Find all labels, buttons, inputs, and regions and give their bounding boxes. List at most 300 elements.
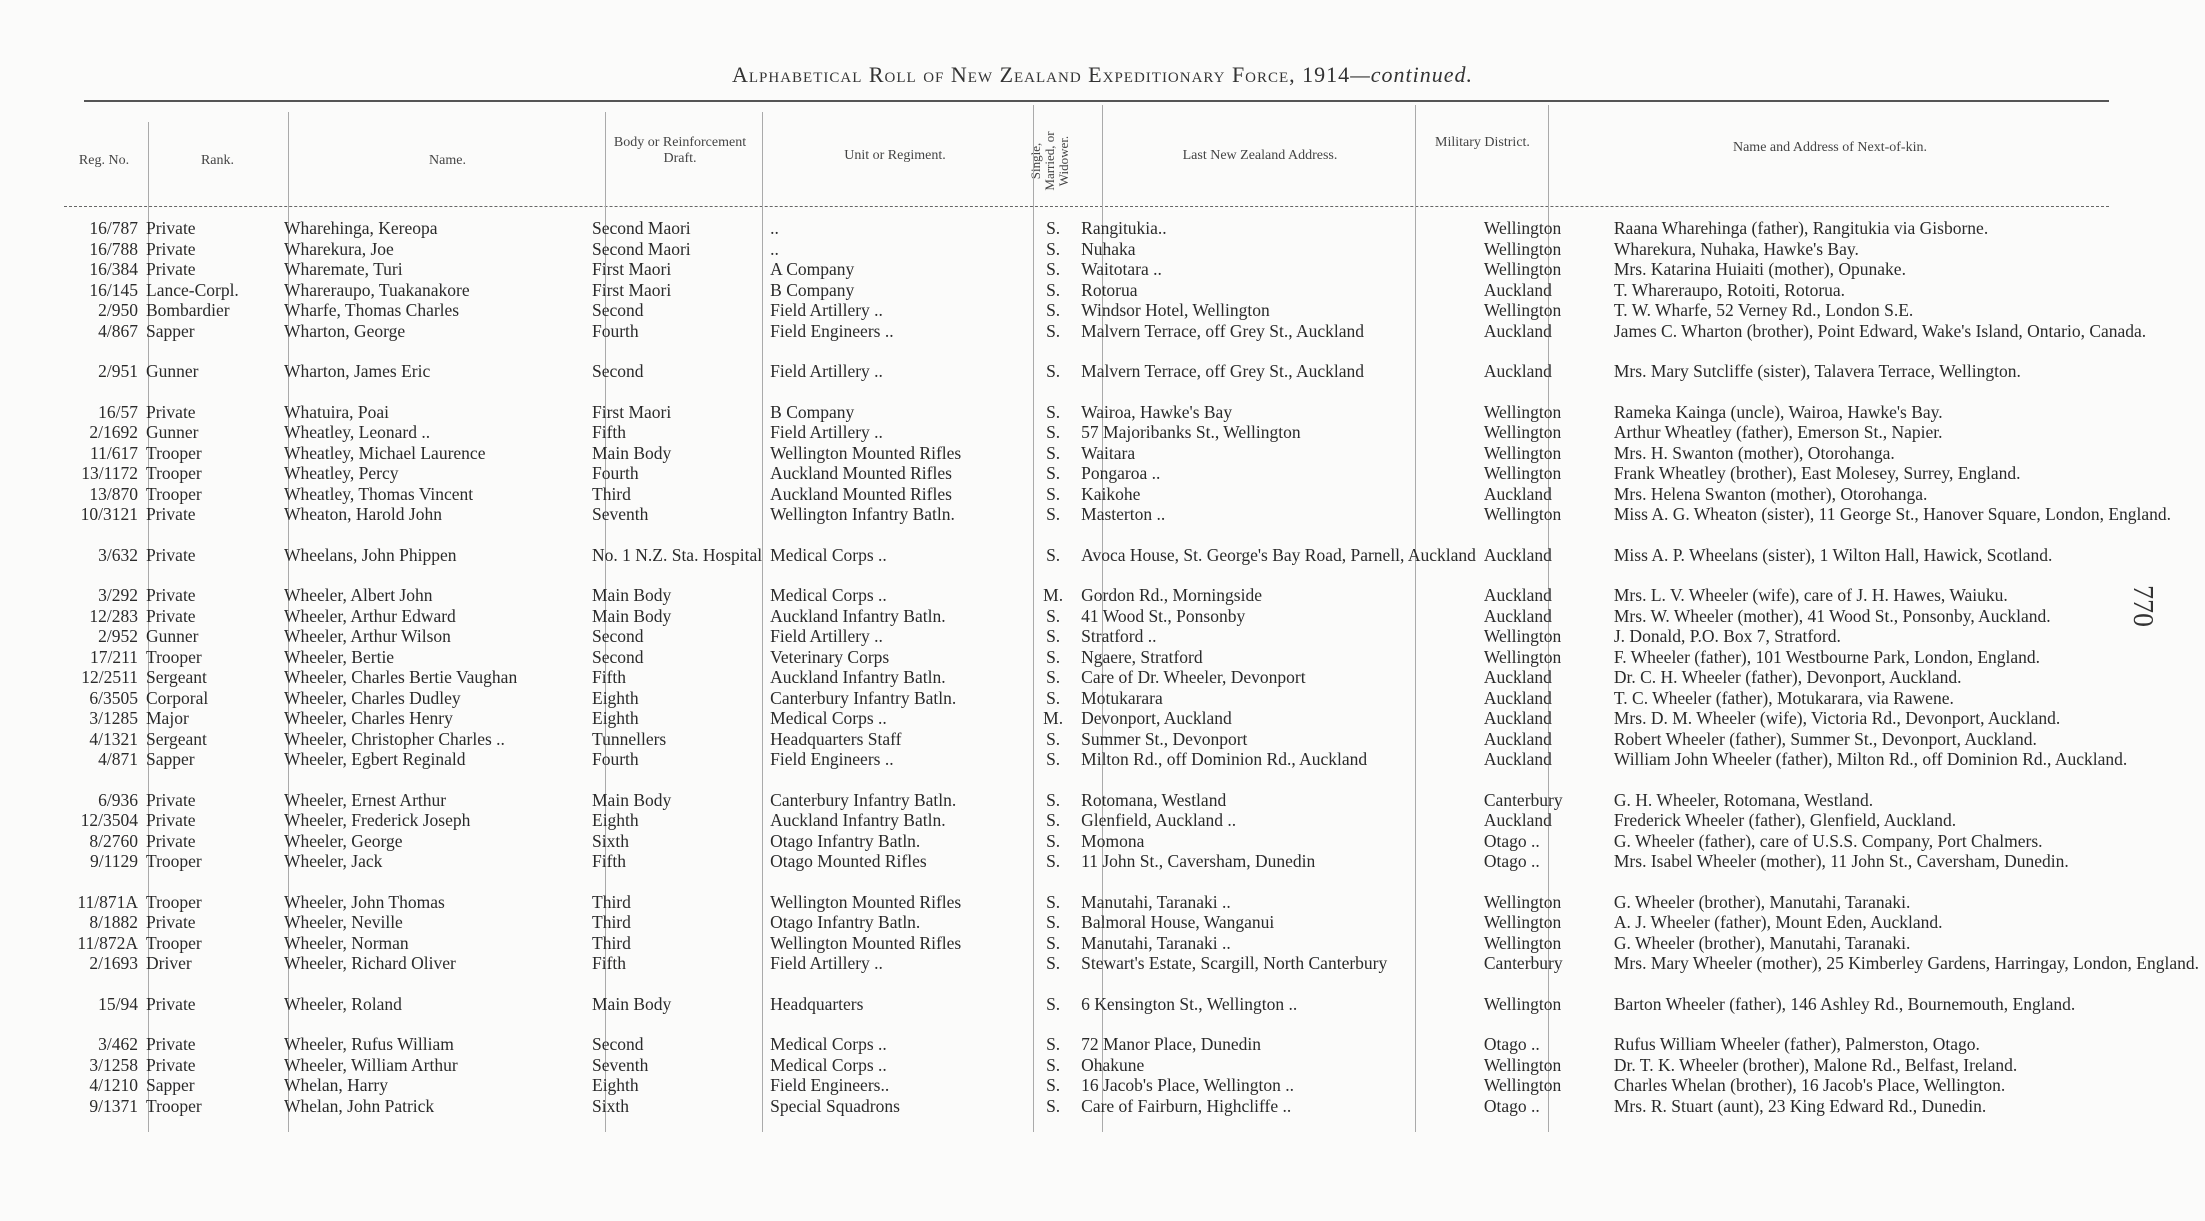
reg-no-cell: 3/1285 [89,708,138,728]
district-cell: Wellington [1483,463,1562,483]
rank-cell: Trooper [146,442,202,463]
district-cell: Auckland [1483,279,1552,300]
header-district: Military District. [1435,135,1530,150]
draft-cell: Eighth [592,708,639,728]
address-cell: Malvern Terrace, off Grey St., Auckland [1081,361,1365,381]
draft-cell: Second Maori [592,238,691,259]
address-cell: Kaikohe [1081,483,1141,504]
rank-cell: Private [146,1054,196,1075]
unit-cell: Medical Corps .. [770,585,887,605]
name-cell: Wheeler, Arthur Edward [284,605,456,626]
name-cell: Wheeler, Roland [284,993,402,1014]
district-cell: Auckland [1483,667,1552,687]
next-of-kin-cell: James C. Wharton (brother), Point Edward, Wake's Island, Ontario, Canada. [1613,320,2147,341]
address-cell: Rotorua [1081,279,1138,300]
rank-cell: Gunner [146,422,199,442]
next-of-kin-cell: A. J. Wheeler (father), Mount Eden, Auckland. [1613,912,1943,932]
table-row [64,300,2203,321]
next-of-kin-cell: Frank Wheatley (brother), East Molesey, Surrey, England. [1613,463,2021,483]
draft-cell: Main Body [592,442,672,463]
draft-cell: Seventh [592,1054,649,1075]
address-cell: Glenfield, Auckland .. [1081,810,1237,830]
rank-cell: Private [146,504,196,524]
rank-cell: Private [146,401,196,422]
draft-cell: Eighth [592,810,639,830]
address-cell: Ngaere, Stratford [1081,646,1203,667]
rank-cell: Private [146,238,196,259]
draft-cell: First Maori [592,279,672,300]
next-of-kin-cell: Rufus William Wheeler (father), Palmerston, Otago. [1613,1034,1980,1054]
header-bottom-rule [64,206,2109,207]
reg-no-cell: 10/3121 [80,504,138,524]
draft-cell: First Maori [592,401,672,422]
status-cell: S. [1046,891,1061,912]
status-cell: S. [1046,544,1061,565]
draft-cell: Second Maori [592,218,691,238]
draft-cell: Second [592,300,644,320]
table-row [64,218,2203,239]
reg-no-cell: 3/1258 [89,1054,138,1075]
status-cell: S. [1046,810,1061,830]
unit-cell: Canterbury Infantry Batln. [770,789,957,810]
draft-cell: Second [592,1034,644,1054]
next-of-kin-cell: Mrs. D. M. Wheeler (wife), Victoria Rd., Devonport, Auckland. [1613,708,2061,728]
rank-cell: Private [146,810,196,830]
rank-cell: Sapper [146,1075,195,1095]
unit-cell: Headquarters Staff [770,728,902,749]
header-top-rule [84,100,2109,102]
name-cell: Wheeler, Christopher Charles .. [284,728,505,749]
unit-cell: Wellington Mounted Rifles [770,932,962,953]
rank-cell: Trooper [146,1095,202,1116]
district-cell: Auckland [1483,605,1552,626]
district-cell: Auckland [1483,749,1552,769]
district-cell: Canterbury [1483,953,1563,973]
name-cell: Wheeler, Rufus William [284,1034,454,1054]
rank-cell: Gunner [146,361,199,381]
next-of-kin-cell: Mrs. R. Stuart (aunt), 23 King Edward Rd., Dunedin. [1613,1095,1987,1116]
draft-cell: Main Body [592,585,672,605]
address-cell: Manutahi, Taranaki .. [1081,891,1231,912]
name-cell: Wheeler, Richard Oliver [284,953,456,973]
reg-no-cell: 2/951 [98,361,138,381]
district-cell: Canterbury [1483,789,1563,810]
unit-cell: Canterbury Infantry Batln. [770,687,957,708]
address-cell: Nuhaka [1081,238,1136,259]
unit-cell: Auckland Infantry Batln. [770,605,946,626]
reg-no-cell: 9/1371 [89,1095,138,1116]
name-cell: Wheeler, Charles Henry [284,708,453,728]
status-cell: S. [1046,401,1061,422]
name-cell: Wheeler, Albert John [284,585,433,605]
name-cell: Whelan, Harry [284,1075,388,1095]
table-row [64,484,2203,505]
status-cell: S. [1046,605,1061,626]
district-cell: Wellington [1483,259,1562,279]
rank-cell: Bombardier [146,300,230,320]
table-row [64,1075,2203,1096]
rank-cell: Corporal [146,687,209,708]
district-cell: Wellington [1483,422,1562,442]
status-cell: S. [1046,851,1061,871]
address-cell: 6 Kensington St., Wellington .. [1081,993,1298,1014]
address-cell: Stratford .. [1081,626,1157,646]
unit-cell: Otago Infantry Batln. [770,912,921,932]
next-of-kin-cell: Robert Wheeler (father), Summer St., Devonport, Auckland. [1613,728,2037,749]
reg-no-cell: 15/94 [98,993,138,1014]
unit-cell: Field Engineers .. [770,320,894,341]
next-of-kin-cell: Wharekura, Nuhaka, Hawke's Bay. [1613,238,1859,259]
status-cell: S. [1046,422,1061,442]
reg-no-cell: 17/211 [90,646,138,667]
next-of-kin-cell: Mrs. W. Wheeler (mother), 41 Wood St., Ponsonby, Auckland. [1613,605,2051,626]
reg-no-cell: 4/1210 [89,1075,138,1095]
district-cell: Auckland [1483,483,1552,504]
rank-cell: Private [146,789,196,810]
rank-cell: Trooper [146,483,202,504]
draft-cell: Fifth [592,953,627,973]
name-cell: Wharton, James Eric [284,361,431,381]
reg-no-cell: 8/2760 [89,830,138,851]
rank-cell: Lance-Corpl. [146,279,239,300]
rank-cell: Sergeant [146,728,207,749]
address-cell: Care of Fairburn, Highcliffe .. [1081,1095,1292,1116]
next-of-kin-cell: F. Wheeler (father), 101 Westbourne Park, London, England. [1613,646,2041,667]
table-row [64,1096,2203,1117]
table-row [64,729,2203,750]
name-cell: Wheatley, Michael Laurence [284,442,486,463]
draft-cell: Eighth [592,1075,639,1095]
table-row [64,831,2203,852]
table-row [64,606,2203,627]
reg-no-cell: 4/867 [98,320,138,341]
header-draft: Body or Reinforcement Draft. [613,135,747,166]
draft-cell: Third [592,891,631,912]
district-cell: Wellington [1483,891,1562,912]
address-cell: Summer St., Devonport [1081,728,1248,749]
next-of-kin-cell: G. Wheeler (father), care of U.S.S. Company, Port Chalmers. [1613,830,2043,851]
reg-no-cell: 2/1692 [89,422,138,442]
rank-cell: Major [146,708,189,728]
table-row [64,749,2203,770]
unit-cell: Auckland Mounted Rifles [770,483,952,504]
name-cell: Wheeler, Norman [284,932,409,953]
rank-cell: Private [146,1034,196,1054]
unit-cell: Field Artillery .. [770,422,883,442]
unit-cell: Auckland Mounted Rifles [770,463,952,483]
name-cell: Wheeler, Charles Dudley [284,687,461,708]
unit-cell: A Company [770,259,855,279]
page-number: 770 [2127,585,2158,627]
unit-cell: Headquarters [770,993,864,1014]
unit-cell: Auckland Infantry Batln. [770,810,946,830]
unit-cell: Field Artillery .. [770,626,883,646]
unit-cell: Veterinary Corps [770,646,890,667]
address-cell: Gordon Rd., Morningside [1081,585,1262,605]
next-of-kin-cell: Mrs. Helena Swanton (mother), Otorohanga. [1613,483,1928,504]
name-cell: Wheeler, Neville [284,912,403,932]
status-cell: S. [1046,912,1061,932]
rank-cell: Sergeant [146,667,207,687]
unit-cell: Medical Corps .. [770,708,887,728]
unit-cell: Wellington Mounted Rifles [770,442,962,463]
table-row [64,565,2203,606]
district-cell: Auckland [1483,544,1552,565]
address-cell: Pongaroa .. [1081,463,1161,483]
unit-cell: Medical Corps .. [770,1034,887,1054]
draft-cell: Eighth [592,687,639,708]
rank-cell: Sapper [146,749,195,769]
table-row [64,341,2203,382]
address-cell: Malvern Terrace, off Grey St., Auckland [1081,320,1365,341]
name-cell: Wheeler, Bertie [284,646,395,667]
name-cell: Whelan, John Patrick [284,1095,435,1116]
status-cell: S. [1046,320,1061,341]
next-of-kin-cell: Mrs. Katarina Huiaiti (mother), Opunake. [1613,259,1906,279]
district-cell: Otago .. [1483,1034,1540,1054]
table-row [64,463,2203,484]
address-cell: Masterton .. [1081,504,1166,524]
address-cell: 57 Majoribanks St., Wellington [1081,422,1301,442]
district-cell: Wellington [1483,993,1562,1014]
next-of-kin-cell: Dr. T. K. Wheeler (brother), Malone Rd., Belfast, Ireland. [1613,1054,2018,1075]
address-cell: Wairoa, Hawke's Bay [1081,401,1233,422]
table-row [64,708,2203,729]
next-of-kin-cell: Barton Wheeler (father), 146 Ashley Rd., Bournemouth, England. [1613,993,2076,1014]
next-of-kin-cell: William John Wheeler (father), Milton Rd., off Dominion Rd., Auckland. [1613,749,2128,769]
district-cell: Wellington [1483,300,1562,320]
reg-no-cell: 16/57 [98,401,138,422]
name-cell: Wheatley, Leonard .. [284,422,431,442]
reg-no-cell: 9/1129 [90,851,138,871]
draft-cell: No. 1 N.Z. Sta. Hospital [592,544,763,565]
next-of-kin-cell: G. Wheeler (brother), Manutahi, Taranaki. [1613,891,1911,912]
status-cell: S. [1046,728,1061,749]
header-next-of-kin: Name and Address of Next-of-kin. [1732,140,1927,155]
name-cell: Wheeler, George [284,830,403,851]
unit-cell: B Company [770,401,855,422]
district-cell: Auckland [1483,708,1552,728]
next-of-kin-cell: Miss A. P. Wheelans (sister), 1 Wilton Hall, Hawick, Scotland. [1613,544,2053,565]
address-cell: Devonport, Auckland [1081,708,1232,728]
draft-cell: Fourth [592,749,639,769]
table-row [64,443,2203,464]
reg-no-cell: 12/2511 [81,667,138,687]
district-cell: Auckland [1483,320,1552,341]
name-cell: Wheeler, Egbert Reginald [284,749,466,769]
rank-cell: Private [146,830,196,851]
name-cell: Wharehinga, Kereopa [284,218,438,238]
status-cell: M. [1043,708,1064,728]
table-row [64,667,2203,688]
table-row [64,525,2203,566]
header-address: Last New Zealand Address. [1182,148,1338,163]
rank-cell: Private [146,218,196,238]
address-cell: Avoca House, St. George's Bay Road, Parnell, Auckland [1081,544,1476,565]
reg-no-cell: 12/3504 [80,810,138,830]
table-row [64,953,2203,974]
draft-cell: Third [592,932,631,953]
district-cell: Wellington [1483,626,1562,646]
address-cell: 11 John St., Caversham, Dunedin [1081,851,1316,871]
reg-no-cell: 2/1693 [89,953,138,973]
unit-cell: Field Engineers.. [770,1075,890,1095]
table-row [64,912,2203,933]
next-of-kin-cell: T. C. Wheeler (father), Motukarara, via Rawene. [1613,687,1954,708]
name-cell: Wheeler, Arthur Wilson [284,626,451,646]
draft-cell: Fifth [592,422,627,442]
district-cell: Wellington [1483,1075,1562,1095]
address-cell: Windsor Hotel, Wellington [1081,300,1270,320]
draft-cell: Seventh [592,504,649,524]
district-cell: Auckland [1483,810,1552,830]
next-of-kin-cell: G. H. Wheeler, Rotomana, Westland. [1613,789,1874,810]
draft-cell: Third [592,483,631,504]
name-cell: Wheeler, Jack [284,851,383,871]
name-cell: Wharfe, Thomas Charles [284,300,460,320]
reg-no-cell: 8/1882 [89,912,138,932]
name-cell: Whareraupo, Tuakanakore [284,279,470,300]
address-cell: Balmoral House, Wanganui [1081,912,1275,932]
draft-cell: Main Body [592,993,672,1014]
table-row [64,259,2203,280]
address-cell: Manutahi, Taranaki .. [1081,932,1231,953]
next-of-kin-cell: Raana Wharehinga (father), Rangitukia via Gisborne. [1613,218,1989,238]
address-cell: Milton Rd., off Dominion Rd., Auckland [1081,749,1368,769]
page-title-suffix: —continued. [1350,62,1474,87]
district-cell: Otago .. [1483,1095,1540,1116]
draft-cell: Sixth [592,1095,629,1116]
name-cell: Wharekura, Joe [284,238,394,259]
district-cell: Auckland [1483,361,1552,381]
reg-no-cell: 11/617 [90,442,138,463]
status-cell: S. [1046,279,1061,300]
table-row [64,688,2203,709]
table-row [64,280,2203,301]
rank-cell: Private [146,544,196,565]
unit-cell: Wellington Infantry Batln. [770,504,955,524]
address-cell: Rotomana, Westland [1081,789,1227,810]
unit-cell: .. [770,218,779,238]
next-of-kin-cell: Mrs. Mary Wheeler (mother), 25 Kimberley Gardens, Harringay, London, England. [1613,953,2199,973]
name-cell: Wheatley, Percy [284,463,399,483]
table-row [64,422,2203,443]
status-cell: S. [1046,361,1061,381]
unit-cell: Field Artillery .. [770,361,883,381]
rank-cell: Driver [146,953,192,973]
address-cell: Motukarara [1081,687,1163,708]
reg-no-cell: 3/292 [98,585,138,605]
reg-no-cell: 3/462 [98,1034,138,1054]
address-cell: Waitotara .. [1081,259,1162,279]
rank-cell: Private [146,585,196,605]
next-of-kin-cell: Mrs. H. Swanton (mother), Otorohanga. [1613,442,1895,463]
reg-no-cell: 4/1321 [89,728,138,749]
reg-no-cell: 11/872A [77,932,138,953]
draft-cell: Second [592,626,644,646]
status-cell: S. [1046,300,1061,320]
status-cell: S. [1046,687,1061,708]
table-row [64,626,2203,647]
name-cell: Wheeler, Ernest Arthur [284,789,447,810]
status-cell: S. [1046,953,1061,973]
status-cell: S. [1046,646,1061,667]
name-cell: Wheeler, William Arthur [284,1054,458,1075]
draft-cell: Sixth [592,830,629,851]
district-cell: Wellington [1483,218,1562,238]
draft-cell: Second [592,646,644,667]
address-cell: Waitara [1081,442,1136,463]
status-cell: S. [1046,463,1061,483]
rank-cell: Trooper [146,932,202,953]
page-title-main: Alphabetical Roll of New Zealand Expeditionary Force, 1914 [731,62,1351,87]
rank-cell: Sapper [146,320,195,341]
name-cell: Wheatley, Thomas Vincent [284,483,474,504]
next-of-kin-cell: Frederick Wheeler (father), Glenfield, Auckland. [1613,810,1957,830]
address-cell: Care of Dr. Wheeler, Devonport [1081,667,1306,687]
header-name: Name. [429,153,466,168]
address-cell: Rangitukia.. [1081,218,1167,238]
table-row [64,321,2203,342]
status-cell: S. [1046,483,1061,504]
rank-cell: Trooper [146,646,202,667]
address-cell: Ohakune [1081,1054,1145,1075]
header-status: Single, Married, or Widower. [1028,131,1071,191]
rank-cell: Private [146,912,196,932]
next-of-kin-cell: Arthur Wheatley (father), Emerson St., Napier. [1613,422,1943,442]
table-row [64,647,2203,668]
table-row [64,770,2203,811]
header-reg-no: Reg. No. [78,153,130,168]
reg-no-cell: 6/3505 [89,687,138,708]
draft-cell: Tunnellers [592,728,667,749]
district-cell: Wellington [1483,932,1562,953]
draft-cell: Main Body [592,789,672,810]
next-of-kin-cell: G. Wheeler (brother), Manutahi, Taranaki. [1613,932,1911,953]
next-of-kin-cell: Dr. C. H. Wheeler (father), Devonport, Auckland. [1613,667,1962,687]
reg-no-cell: 16/787 [89,218,138,238]
draft-cell: First Maori [592,259,672,279]
draft-cell: Second [592,361,644,381]
status-cell: S. [1046,259,1061,279]
table-row [64,1055,2203,1076]
district-cell: Wellington [1483,912,1562,932]
rank-cell: Trooper [146,851,202,871]
table-row [64,239,2203,260]
address-cell: Stewart's Estate, Scargill, North Canterbury [1081,953,1388,973]
reg-no-cell: 16/788 [89,238,138,259]
unit-cell: Field Artillery .. [770,300,883,320]
rank-cell: Trooper [146,891,202,912]
next-of-kin-cell: Miss A. G. Wheaton (sister), 11 George St., Hanover Square, London, England. [1613,504,2172,524]
header-rank: Rank. [200,153,235,168]
next-of-kin-cell: Mrs. Isabel Wheeler (mother), 11 John St., Caversham, Dunedin. [1613,851,2069,871]
table-row [64,974,2203,1015]
status-cell: S. [1046,749,1061,769]
name-cell: Wharton, George [284,320,406,341]
rank-cell: Gunner [146,626,199,646]
roll-table [64,218,2203,1116]
district-cell: Wellington [1483,442,1562,463]
status-cell: S. [1046,932,1061,953]
name-cell: Wheeler, Charles Bertie Vaughan [284,667,518,687]
district-cell: Auckland [1483,728,1552,749]
draft-cell: Main Body [592,605,672,626]
next-of-kin-cell: J. Donald, P.O. Box 7, Stratford. [1613,626,1841,646]
unit-cell: Auckland Infantry Batln. [770,667,946,687]
district-cell: Wellington [1483,401,1562,422]
next-of-kin-cell: Charles Whelan (brother), 16 Jacob's Place, Wellington. [1613,1075,2006,1095]
